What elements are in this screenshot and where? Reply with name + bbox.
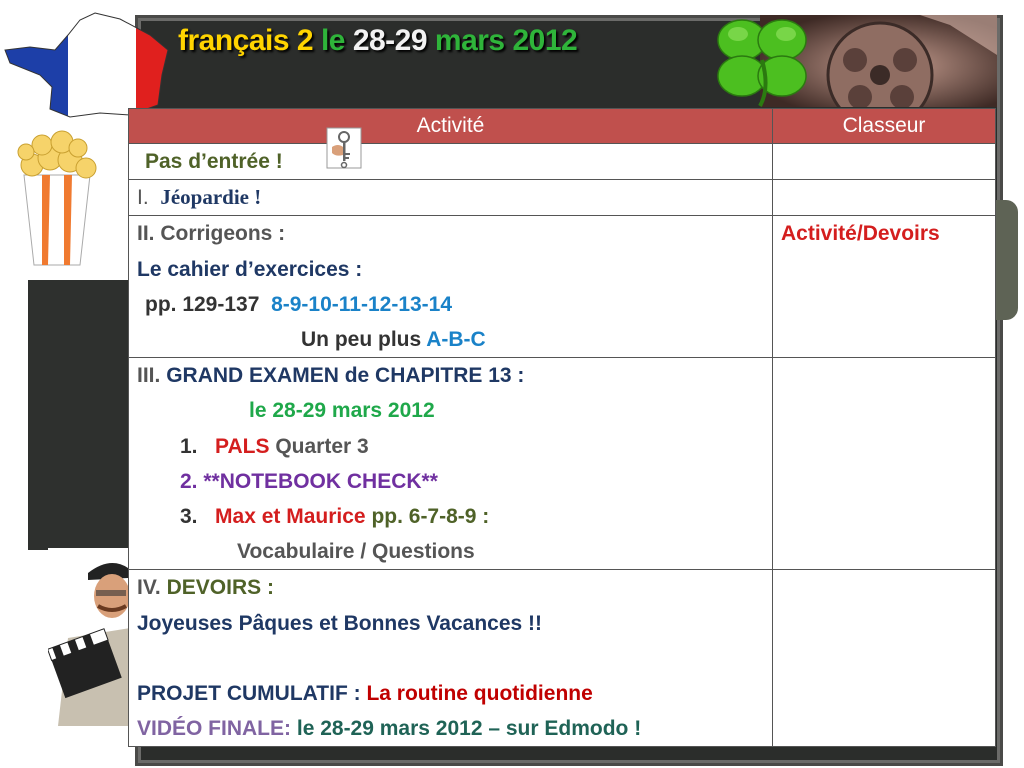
item3-pages: pp. 6-7-8-9 : — [371, 505, 490, 529]
classeur-activite-devoirs: Activité/Devoirs — [781, 222, 940, 246]
title-part-francais: français 2 — [178, 24, 314, 57]
cell-devoirs — [129, 570, 773, 747]
roman-i: I. — [137, 186, 149, 210]
man-with-clapperboard-image — [48, 548, 130, 726]
cell-corrigeons — [129, 216, 773, 358]
un-peu-plus-label: Un peu plus — [301, 328, 422, 352]
examen-date: le 28-29 mars 2012 — [249, 399, 435, 423]
grunge-left-edge — [28, 280, 138, 550]
cell-corrigeons-classeur — [773, 216, 996, 358]
france-flag-map-image — [0, 5, 170, 120]
un-peu-plus-letters: A-B-C — [426, 328, 486, 352]
item3-number: 3. — [180, 505, 198, 529]
title-part-dates: 28-29 — [352, 24, 428, 57]
activity-table — [128, 108, 996, 747]
cell-devoirs-classeur — [773, 570, 996, 747]
examen-item-1 — [137, 429, 764, 464]
spacer-line — [137, 641, 764, 676]
projet-cumulatif-label: PROJET CUMULATIF : — [137, 682, 361, 706]
table-row-entree — [129, 144, 996, 180]
cell-entree — [129, 144, 773, 180]
key-hand-icon — [326, 127, 362, 169]
pages-range: pp. 129-137 — [145, 292, 260, 316]
cell-jeopardie — [129, 180, 773, 216]
item1-quarter: Quarter 3 — [275, 434, 369, 458]
cell-examen — [129, 358, 773, 570]
examen-item-2: 2. **NOTEBOOK CHECK** — [180, 469, 438, 493]
exercise-numbers: 8-9-10-11-12-13-14 — [271, 292, 453, 316]
table-row-examen — [129, 358, 996, 570]
roman-iii: III. — [137, 364, 161, 388]
examen-title: GRAND EXAMEN de CHAPITRE 13 : — [166, 364, 525, 388]
page-title — [178, 24, 577, 58]
projet-cumulatif-title: La routine quotidienne — [366, 682, 593, 706]
table-row-devoirs — [129, 570, 996, 747]
table-row-jeopardie — [129, 180, 996, 216]
examen-item-3 — [137, 499, 764, 534]
title-part-le: le — [320, 24, 345, 57]
item1-number: 1. — [180, 434, 198, 458]
roman-iv: IV. — [137, 576, 161, 600]
un-peu-plus-line — [137, 322, 764, 357]
video-finale-detail: le 28-29 mars 2012 – sur Edmodo ! — [296, 717, 642, 741]
cell-examen-classeur — [773, 358, 996, 570]
table-header-row — [129, 109, 996, 144]
examen-heading — [137, 358, 764, 393]
cahier-line: Le cahier d’exercices : — [137, 257, 363, 281]
entree-text: Pas d’entrée ! — [145, 150, 283, 173]
title-part-month: mars 2012 — [434, 24, 578, 57]
projet-cumulatif-line — [137, 676, 764, 711]
devoirs-heading — [137, 570, 764, 605]
item3-vocabulaire: Vocabulaire / Questions — [237, 540, 475, 564]
four-leaf-clover-image — [700, 8, 825, 108]
cell-entree-classeur — [773, 144, 996, 180]
item3-max-et-maurice: Max et Maurice — [215, 505, 366, 529]
popcorn-image — [12, 130, 102, 270]
item1-pals: PALS — [215, 434, 270, 458]
devoirs-title: DEVOIRS : — [166, 576, 274, 600]
header-activite: Activité — [129, 109, 773, 144]
header-classeur: Classeur — [773, 109, 996, 144]
pages-line — [137, 287, 764, 322]
table-row-corrigeons — [129, 216, 996, 358]
jeopardie-text: Jéopardie ! — [160, 185, 262, 210]
joyeuses-paques-line: Joyeuses Pâques et Bonnes Vacances !! — [137, 611, 543, 635]
video-finale-line — [137, 711, 764, 746]
video-finale-label: VIDÉO FINALE: — [137, 717, 292, 741]
corrigeons-heading: II. Corrigeons : — [137, 222, 286, 246]
cell-jeopardie-classeur — [773, 180, 996, 216]
